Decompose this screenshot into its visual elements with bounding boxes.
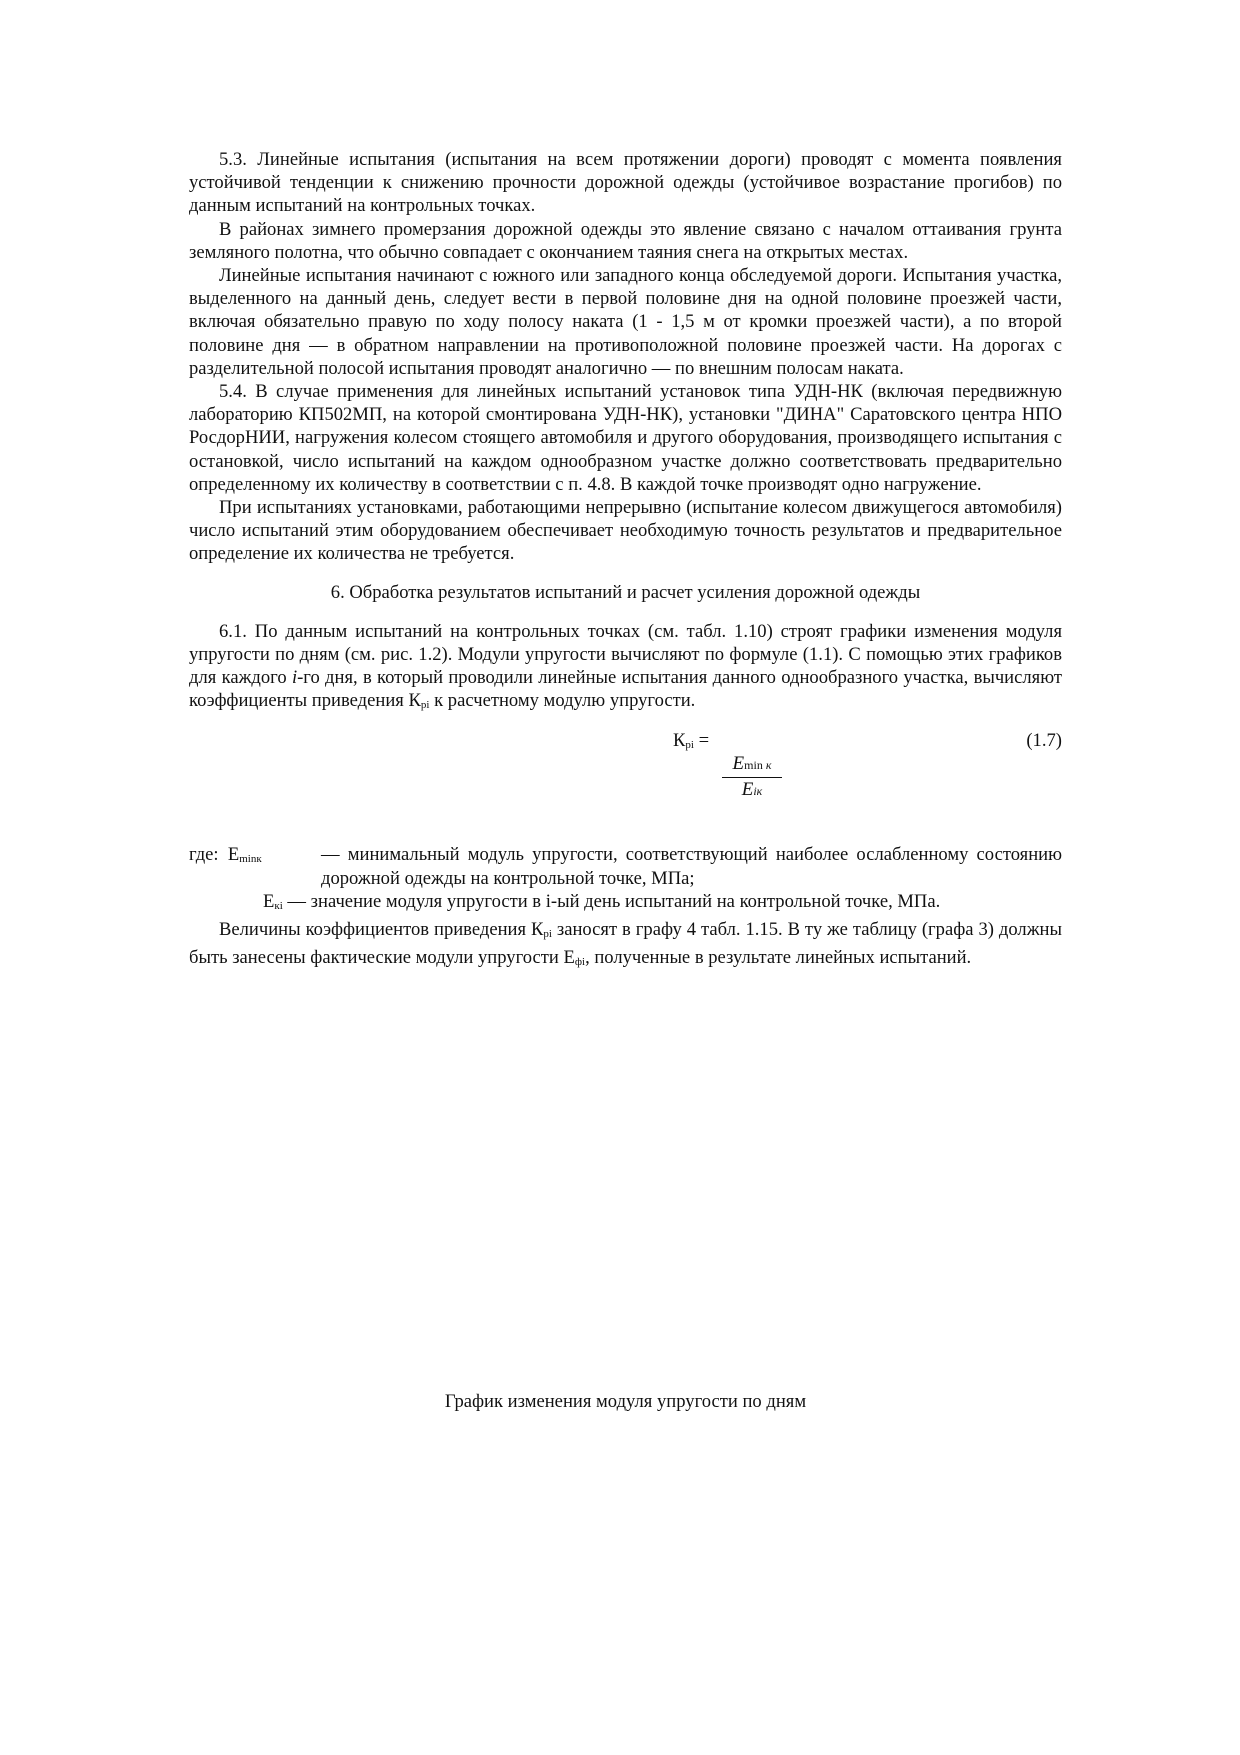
- formula-lhs: [673, 729, 709, 757]
- formula-fraction: [722, 752, 782, 803]
- definition-eki-text: — значение модуля упругости в i-ый день испытаний на контрольной точке, МПа.: [282, 890, 941, 912]
- definition-emin-lead: [189, 843, 262, 871]
- paragraph-final: [189, 918, 1062, 974]
- section-heading: 6. Обработка результатов испытаний и расчет усиления дорожной одежды: [330, 581, 921, 603]
- definition-eki: [189, 890, 1062, 918]
- paragraph-5-4: 5.4. В случае применения для линейных испытаний установок типа УДН-НК (включая передвижную лабораторию КП502МП, на которой смонтирована УДН-НК), установки "ДИНА" Саратовского центра НПО РосдорНИИ, нагружения колесом стоящего автомобиля и другого оборудования, производящего испытания с остановкой, число испытаний на каждом однообразном участке должно соответствовать предварительно определенному их количеству в соответствии с п. 4.8. В каждой точке производят одно нагружение.: [189, 381, 1062, 495]
- definition-emin-subscript: minк: [239, 853, 262, 866]
- final-part2: заносят в графу 4 табл. 1.15. В ту же таблицу (графа 3) должны быть занесены фактические модули упругости E: [189, 919, 1062, 969]
- fraction-denominator: [722, 778, 782, 803]
- paragraph-5-3: 5.3. Линейные испытания (испытания на всем протяжении дороги) проводят с момента появления устойчивой тенденции к снижению прочности дорожной одежды (устойчивое возрастание прогибов) по данным испытаний на контрольных точках.: [189, 149, 1062, 217]
- final-subscript-pi: pi: [543, 928, 552, 941]
- denominator-subscript: iк: [753, 784, 763, 799]
- definition-emin-text: — минимальный модуль упругости, соответствующий наиболее ослабленному состоянию дорожной одежды на контрольной точке, МПа;: [321, 844, 1062, 889]
- italic-i: i: [291, 667, 298, 689]
- definition-emin: [189, 843, 1062, 889]
- numerator-symbol: E: [732, 753, 745, 775]
- paragraph-winter-freezing: В районах зимнего промерзания дорожной одежды это явление связано с началом оттаивания грунта земляного полотна, что обычно совпадает с окончанием таяния снега на открытых местах.: [189, 218, 1062, 263]
- paragraph-6-1-part1: 6.1. По данным испытаний на контрольных точках (см. табл. 1.10) строят графики изменения модуля упругости по дням (см. рис. 1.2). Модули упругости вычисляют по формуле (1.1). С помощью этих графиков для каждого: [189, 620, 1062, 689]
- fraction-numerator: [722, 752, 782, 778]
- paragraph-continuous-tests: При испытаниях установками, работающими непрерывно (испытание колесом движущегося автомобиля) число испытаний этим оборудованием обеспечивает необходимую точность результатов и предварительное определение их количества не требуется.: [189, 497, 1062, 565]
- where-word: где:: [189, 844, 219, 866]
- chart-caption: График изменения модуля упругости по дням: [444, 1391, 807, 1412]
- subscript-pi: pi: [420, 699, 430, 712]
- paragraph-6-1: [189, 620, 1062, 718]
- definition-eki-subscript: кi: [274, 899, 283, 912]
- definition-eki-symbol: E: [263, 890, 275, 912]
- definition-emin-symbol: E: [227, 844, 240, 866]
- formula-1-7: [189, 729, 1062, 833]
- paragraph-6-1-part3: к расчетному модулю упругости.: [429, 690, 696, 712]
- formula-equals: =: [693, 730, 710, 752]
- final-part3: , полученные в результате линейных испытаний.: [585, 947, 972, 969]
- formula-lhs-symbol: К: [673, 730, 686, 752]
- final-part1: Величины коэффициентов приведения К: [219, 919, 544, 941]
- numerator-sub-min: min: [744, 758, 763, 773]
- formula-number: (1.7): [1026, 730, 1062, 752]
- denominator-symbol: E: [741, 779, 754, 801]
- numerator-sub-k: к: [762, 758, 772, 773]
- paragraph-6-1-part2: -го дня, в который проводили линейные испытания данного однообразного участка, вычисляют коэффициенты приведения К: [189, 667, 1062, 712]
- formula-lhs-subscript: pi: [685, 739, 694, 752]
- definitions-block: [189, 843, 1062, 918]
- paragraph-linear-tests-start: Линейные испытания начинают с южного или западного конца обследуемой дороги. Испытания участка, выделенного на данный день, следует вести в первой половине дня на одной половине проезжей части, включая обязательно правую по ходу полосу наката (1 - 1,5 м от кромки проезжей части), а по второй половине дня — в обратном направлении на противоположной половине проезжей части. На дорогах с разделительной полосой испытания проводят аналогично — по внешним полосам наката.: [189, 265, 1062, 379]
- document-page: [189, 148, 1062, 974]
- final-subscript-fi: фi: [574, 956, 586, 969]
